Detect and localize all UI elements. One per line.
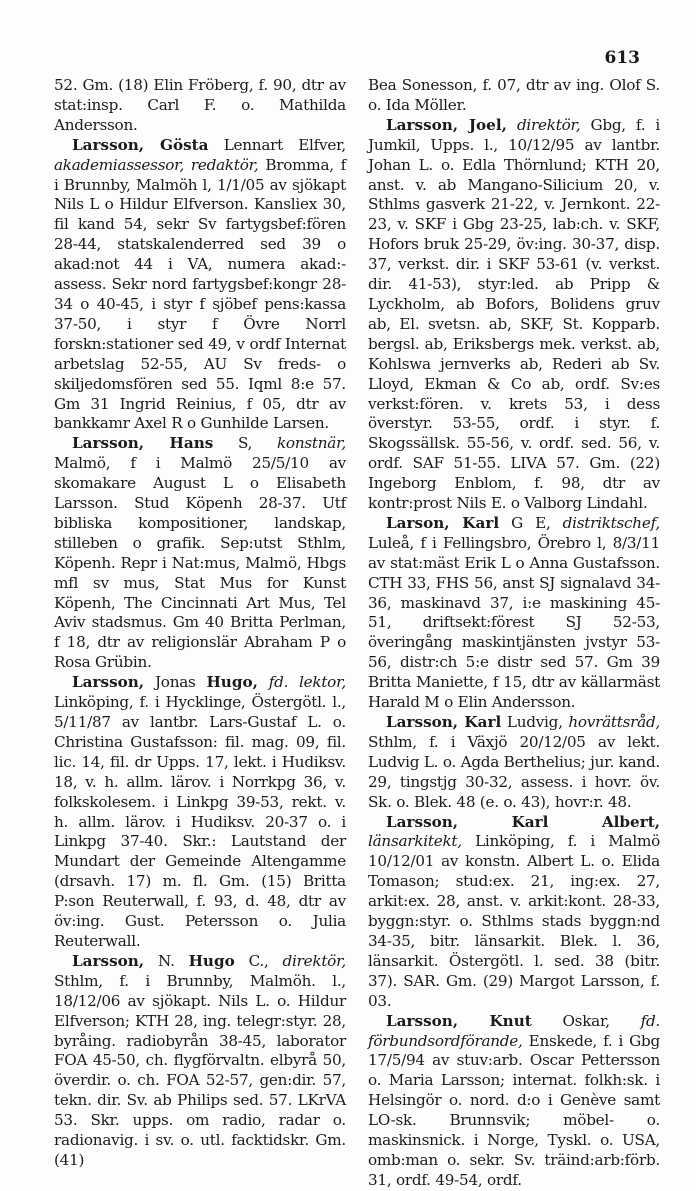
entry-title: länsarkitekt, <box>368 832 462 851</box>
biography-entry <box>54 673 346 952</box>
entry-text: 52. Gm. (18) Elin Fröberg, f. 90, dtr av stat:insp. Carl F. o. Mathilda Andersson. <box>54 76 346 134</box>
entry-text: Bromma, f i Brunnby, Malmöh l, 1/1/05 av sjökapt Nils L o Hildur Elfverson. Kansliex 30, fil kand 54, sekr Sv fartygsbef:fören 28-44, statskalenderred sed 39 o akad:not 44 i VA, numera akad:-assess. Sekr nord fartygsbef:kongr 28-34 o 40-45, i styr f sjöbef pens:kassa 37-50, i styr f Övre Norrl forskn:stationer sed 49, v ordf Internat arbetslag 52-55, AU Sv freds- o skiljedomsfören sed 55. Iqml 8:e 57. Gm 31 Ingrid Reinius, f 05, dtr av bankkamr Axel R o Gunhilde Larsen. <box>54 155 347 433</box>
entry-name: Larsson, Karl <box>386 713 502 731</box>
entry-given-names: Ludvig, <box>501 713 569 731</box>
entry-name-part: Hugo, <box>206 673 258 692</box>
entry-text: Gbg, f. i Jumkil, Upps. l., 10/12/95 av lantbr. Johan L. o. Edla Thörnlund; KTH 20, anst. v. ab Mangano-Silicium 20, v. Sthlms gasverk 21-22, v. Jernkont. 22-23, v. SKF i Gbg 23-25, lab:ch. v. SKF, Hofors bruk 25-29, öv:ing. 30-37, disp. 37, verkst. dir. i SKF 53-61 (v. verkst. dir. 41-53), styr:led. ab Pripp & Lyckholm, ab Bofors, Bolidens gruv ab, El. svetsn. ab, SKF, St. Kopparb. bergsl. ab, Eriksbergs mek. verkst. ab, Kohlswa jernverks ab, Rederi ab Sv. Lloyd, Ekman & Co ab, ordf. Sv:es verkst:fören. v. krets 53, i dess överstyr. 53-55, ordf. i styr. f. Skogssällsk. 55-56, v. ordf. sed. 56, v. ordf. SAF 51-55. LIVA 57. Gm. (22) Ingeborg Enblom, f. 98, dtr av kontr:prost Nils E. o Valborg Lindahl. <box>368 115 661 513</box>
entry-text: Malmö, f i Malmö 25/5/10 av skomakare August L o Elisabeth Larsson. Stud Köpenh 28-37. Utf bibliska kompositioner, landskap, stilleben o grafik. Sep:utst Sthlm, Köpenh. Repr i Nat:mus, Malmö, Hbgs mfl sv mus, Stat Mus for Kunst Köpenh, The Cincinnati Art Mus, Tel Aviv stadsmus. Gm 40 Britta Perlman, f 18, dtr av religionslär Abraham P o Rosa Grübin. <box>54 454 346 672</box>
biography-entry <box>368 116 660 514</box>
left-column <box>54 76 346 1171</box>
entry-text: Luleå, f i Fellingsbro, Örebro l, 8/3/11 av stat:mäst Erik L o Anna Gustafsson. CTH 33, FHS 56, anst SJ signalavd 34-36, maskinavd 37, i:e maskining 45-51, driftsekt:förest SJ 52-53, överingång maskintjänsten jvstyr 53-56, distr:ch 5:e distr sed 57. Gm 39 Britta Maniette, f 15, dtr av källarmäst Harald M o Elin Andersson. <box>368 533 660 712</box>
entry-given-names: Lennart Elfver, <box>208 135 346 154</box>
entry-title: direktör, <box>282 951 346 970</box>
entry-text: Bea Sonesson, f. 07, dtr av ing. Olof S. o. Ida Möller. <box>368 76 660 114</box>
entry-name: Larsson, <box>72 673 145 692</box>
entry-title: direktör, <box>516 115 581 134</box>
biography-entry <box>54 434 346 673</box>
entry-title: hovrättsråd, <box>568 713 660 731</box>
entry-name: Larsson, <box>72 951 145 970</box>
entry-title: fd. förbundsordförande, <box>368 1011 660 1050</box>
right-column <box>368 76 660 1191</box>
entry-title: akademiassessor, redaktör, <box>54 155 259 174</box>
biography-entry <box>368 1012 660 1191</box>
entry-title: fd. lektor, <box>257 673 346 692</box>
entry-text: Sthlm, f. i Brunnby, Malmöh. l., 18/12/06 av sjökapt. Nils L. o. Hildur Elfverson; KTH 28, ing. telegr:styr. 28, byråing. radiobyrån 38-45, laborator FOA 45-50, ch. flygförvaltn. elbyrå 50, överdir. o. ch. FOA 52-57, gen:dir. 57, tekn. dir. Sv. ab Philips sed. 57. LKrVA 53. Skr. upps. om radio, radar o. radionavig. i sv. o. utl. facktidskr. Gm. (41) <box>54 971 346 1169</box>
entry-title: distriktschef, <box>562 513 660 532</box>
entry-text: Enskede, f. i Gbg 17/5/94 av stuv:arb. Oscar Pettersson o. Maria Larsson; internat. folkh:sk. i Helsingör o. nord. d:o i Genève samt LO-sk. Brunnsvik; möbel- o. maskinsnick. i Norge, Tyskl. o. USA, omb:man o. sekr. Sv. träind:arb:förb. 31, ordf. 49-54, ordf. <box>368 1031 660 1189</box>
entry-name-part: Hugo <box>188 951 235 970</box>
entry-given-names <box>507 116 517 134</box>
entry-continuation <box>368 76 660 116</box>
entry-given-names: S, <box>213 434 277 453</box>
biography-entry <box>54 136 346 435</box>
entry-name: Larson, Karl <box>386 513 500 532</box>
entry-given-names-2: C., <box>234 951 283 970</box>
entry-text: Sthlm, f. i Växjö 20/12/05 av lekt. Ludvig L. o. Agda Berthelius; jur. kand. 29, tingstjg 30-32, assess. i hovr. öv. Sk. o. Blek. 48 (e. o. 43), hovr:r. 48. <box>368 732 660 811</box>
entry-text: Linköping, f. i Hycklinge, Östergötl. l., 5/11/87 av lantbr. Lars-Gustaf L. o. Christina Gustafsson: fil. mag. 09, fil. lic. 14, fil. dr Upps. 17, lekt. i Hudiksv. 18, v. h. allm. lärov. i Norrkpg 36, v. folkskolesem. i Linkpg 39-53, rekt. v. h. allm. lärov. i Hudiksv. 20-37 o. i Linkpg 37-40. Skr.: Lautstand der Mundart der Gemeinde Altengamme (drsavh. 17) m. fl. Gm. (15) Britta P:son Reuterwall, f. 93, d. 48, dtr av öv:ing. Gust. Petersson o. Julia Reuterwall. <box>54 693 346 950</box>
biography-entry <box>368 713 660 813</box>
biography-entry <box>368 813 660 1012</box>
entry-given-names: N. <box>144 951 189 970</box>
entry-name: Larsson, Knut <box>386 1011 532 1030</box>
entry-given-names: Jonas <box>144 673 207 692</box>
entry-name: Larsson, Joel, <box>386 115 507 134</box>
entry-given-names: Oskar, <box>531 1011 641 1030</box>
entry-title: konstnär, <box>276 434 346 453</box>
entry-given-names: G E, <box>499 513 563 532</box>
entry-name: Larsson, Hans <box>72 434 214 453</box>
entry-continuation <box>54 76 346 136</box>
entry-text: Linköping, f. i Malmö 10/12/01 av konstn. Albert L. o. Elida Tomason; stud:ex. 21, ing:ex. 27, arkit:ex. 28, anst. v. arkit:kont. 28-33, byggn:styr. o. Sthlms stads byggn:nd 34-35, bitr. länsarkit. Blek. l. 36, länsarkit. Östergötl. l. sed. 38 (bitr. 37). SAR. Gm. (29) Margot Larsson, f. 03. <box>368 832 660 1010</box>
biography-entry <box>54 952 346 1171</box>
entry-name: Larsson, Gösta <box>72 135 209 154</box>
page-number: 613 <box>604 48 640 68</box>
entry-name: Larsson, Karl Albert, <box>386 812 660 831</box>
biography-entry <box>368 514 660 713</box>
